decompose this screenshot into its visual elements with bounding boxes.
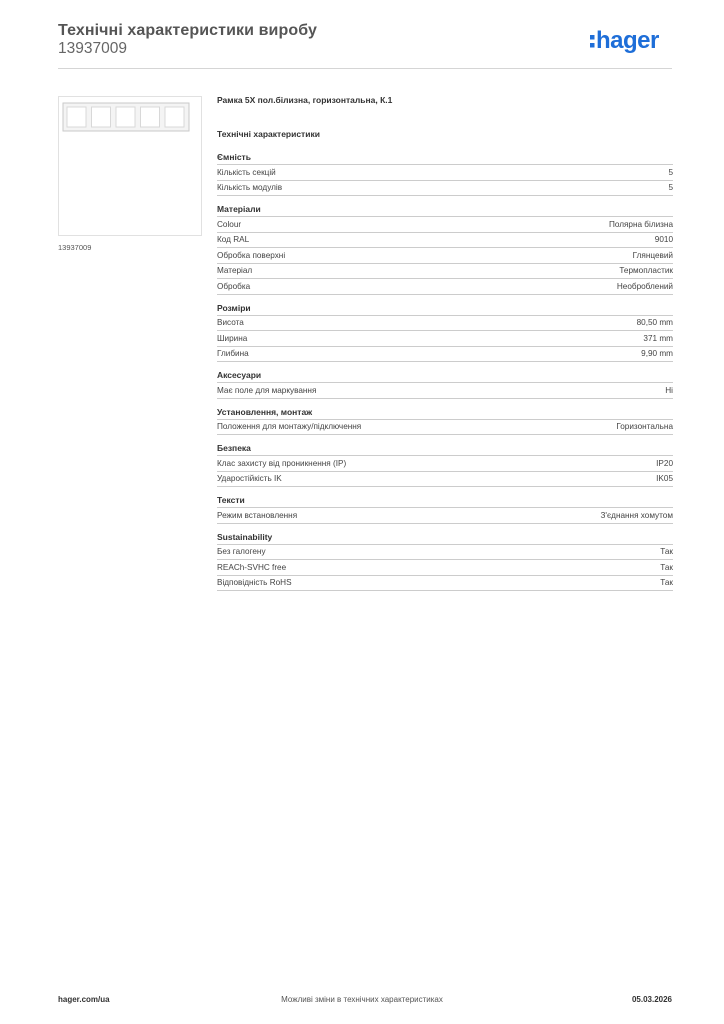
section-title: Sustainability bbox=[217, 531, 673, 545]
spec-section bbox=[217, 406, 673, 436]
spec-row bbox=[217, 217, 673, 233]
spec-label: Ударостійкість IK bbox=[217, 474, 282, 484]
page-title: Технічні характеристики виробу bbox=[58, 22, 317, 39]
section-title: Безпека bbox=[217, 442, 673, 456]
spec-value: Полярна білизна bbox=[608, 219, 673, 229]
spec-row bbox=[217, 472, 673, 488]
spec-section bbox=[217, 494, 673, 524]
spec-label: Матеріал bbox=[217, 266, 253, 276]
spec-section bbox=[217, 151, 673, 196]
footer-date: 05.03.2026 bbox=[631, 995, 672, 1004]
spec-label: Відповідність RoHS bbox=[217, 578, 292, 588]
spec-value: Так bbox=[660, 547, 673, 557]
spec-label: Кількість модулів bbox=[217, 183, 283, 193]
spec-row bbox=[217, 181, 673, 197]
spec-value: 9,90 mm bbox=[641, 349, 673, 359]
spec-value: З'єднання хомутом bbox=[600, 510, 673, 520]
spec-row bbox=[217, 165, 673, 181]
spec-label: Обробка поверхні bbox=[217, 250, 286, 260]
frame-opening bbox=[92, 107, 111, 127]
spec-label: Colour bbox=[217, 219, 242, 229]
spec-label: Висота bbox=[217, 318, 244, 328]
spec-value: IP20 bbox=[656, 458, 673, 468]
spec-section bbox=[217, 531, 673, 592]
spec-value: Необроблений bbox=[616, 281, 673, 291]
product-image bbox=[58, 96, 202, 236]
spec-row bbox=[217, 576, 673, 592]
spec-value: 80,50 mm bbox=[636, 318, 673, 328]
spec-section bbox=[217, 302, 673, 363]
spec-value: 371 mm bbox=[643, 333, 673, 343]
hager-logo bbox=[590, 24, 680, 58]
spec-value: 5 bbox=[668, 167, 673, 177]
spec-label: Має поле для маркування bbox=[217, 385, 317, 395]
spec-section bbox=[217, 203, 673, 295]
section-title: Аксесуари bbox=[217, 369, 673, 383]
spec-row bbox=[217, 560, 673, 576]
frame-opening bbox=[67, 107, 86, 127]
frame-opening bbox=[116, 107, 135, 127]
spec-section bbox=[217, 369, 673, 399]
spec-label: Режим встановлення bbox=[217, 510, 298, 520]
spec-row bbox=[217, 456, 673, 472]
svg-text:hager: hager bbox=[596, 27, 659, 54]
spec-content bbox=[217, 94, 673, 598]
product-code-header: 13937009 bbox=[58, 40, 127, 57]
spec-sections bbox=[217, 151, 673, 591]
section-title: Ємність bbox=[217, 151, 673, 165]
section-title: Установлення, монтаж bbox=[217, 406, 673, 420]
spec-label: Кількість секцій bbox=[217, 167, 276, 177]
section-title: Тексти bbox=[217, 494, 673, 508]
frame-opening bbox=[165, 107, 184, 127]
technical-characteristics-heading: Технічні характеристики bbox=[217, 129, 320, 139]
spec-label: Положення для монтажу/підключення bbox=[217, 422, 362, 432]
spec-value: Ні bbox=[665, 385, 673, 395]
spec-section bbox=[217, 442, 673, 487]
spec-row bbox=[217, 279, 673, 295]
spec-row bbox=[217, 420, 673, 436]
spec-label: Без галогену bbox=[217, 547, 266, 557]
spec-label: Ширина bbox=[217, 333, 248, 343]
spec-value: Так bbox=[660, 562, 673, 572]
spec-value: IK05 bbox=[656, 474, 673, 484]
spec-row bbox=[217, 248, 673, 264]
spec-label: Глибина bbox=[217, 349, 249, 359]
spec-row bbox=[217, 233, 673, 249]
spec-label: Клас захисту від проникнення (IP) bbox=[217, 458, 347, 468]
product-image-caption: 13937009 bbox=[58, 243, 92, 252]
spec-row bbox=[217, 316, 673, 332]
frame-opening bbox=[141, 107, 160, 127]
footer-website: hager.com/ua bbox=[58, 995, 110, 1004]
section-title: Матеріали bbox=[217, 203, 673, 217]
spec-row bbox=[217, 347, 673, 363]
spec-value: Горизонтальна bbox=[616, 422, 673, 432]
header-divider bbox=[58, 68, 672, 69]
spec-row bbox=[217, 383, 673, 399]
spec-value: 9010 bbox=[654, 235, 673, 245]
spec-row bbox=[217, 545, 673, 561]
spec-label: Код RAL bbox=[217, 235, 250, 245]
footer-notice: Можливі зміни в технічних характеристиках bbox=[281, 995, 443, 1004]
spec-label: REACh-SVHC free bbox=[217, 562, 287, 572]
section-title: Розміри bbox=[217, 302, 673, 316]
spec-value: Так bbox=[660, 578, 673, 588]
spec-value: Термопластик bbox=[619, 266, 673, 276]
spec-row bbox=[217, 264, 673, 280]
spec-label: Обробка bbox=[217, 281, 251, 291]
spec-row bbox=[217, 508, 673, 524]
spec-value: 5 bbox=[668, 183, 673, 193]
spec-value: Глянцевий bbox=[632, 250, 673, 260]
spec-row bbox=[217, 331, 673, 347]
product-name: Рамка 5Х пол.білизна, горизонтальна, К.1 bbox=[217, 95, 393, 105]
